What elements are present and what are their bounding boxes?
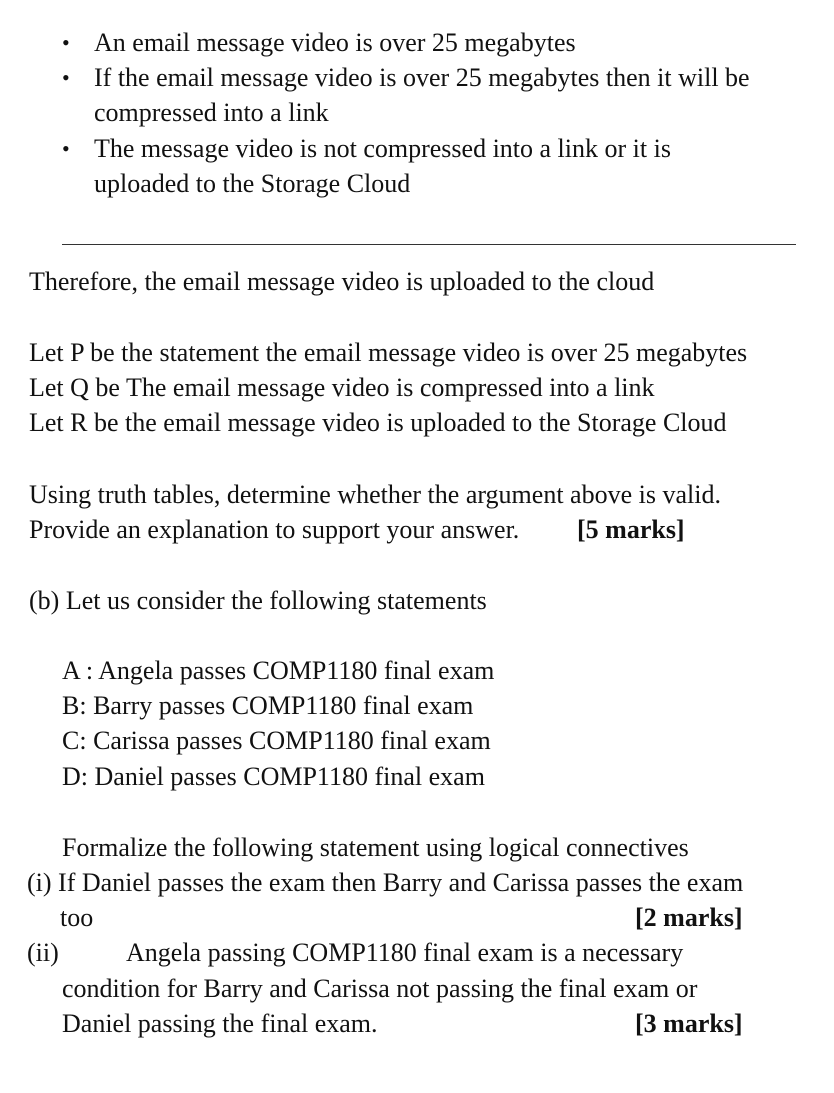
argument-divider (62, 244, 796, 245)
premise-2-text: If the email message video is over 25 megabytes then it will be (94, 63, 750, 92)
statement-c: C: Carissa passes COMP1180 final exam (62, 726, 491, 755)
bullet-icon: • (62, 136, 70, 161)
part-b-heading: (b) Let us consider the following statements (29, 586, 487, 615)
premise-2-text-cont: compressed into a link (94, 98, 329, 127)
statement-d: D: Daniel passes COMP1180 final exam (62, 762, 485, 791)
definition-p: Let P be the statement the email message video is over 25 megabytes (29, 338, 748, 367)
question-ii-label: (ii) (27, 938, 59, 967)
premise-3-text-cont: uploaded to the Storage Cloud (94, 169, 411, 198)
question-ii-line-1: Angela passing COMP1180 final exam is a necessary (126, 938, 684, 967)
statement-a: A : Angela passes COMP1180 final exam (62, 656, 495, 685)
task-line-2: Provide an explanation to support your answer. (29, 515, 520, 544)
formalize-instruction: Formalize the following statement using logical connectives (62, 833, 689, 862)
bullet-icon: • (62, 65, 70, 90)
definition-r: Let R be the email message video is uploaded to the Storage Cloud (29, 408, 727, 437)
premise-1-text: An email message video is over 25 megabytes (94, 28, 576, 57)
definition-q: Let Q be The email message video is compressed into a link (29, 373, 655, 402)
question-i-line-2: too (60, 903, 94, 932)
task-line-1: Using truth tables, determine whether the argument above is valid. (29, 480, 721, 509)
bullet-icon: • (62, 30, 70, 55)
question-i-marks: [2 marks] (635, 903, 743, 932)
question-ii-marks: [3 marks] (635, 1009, 743, 1038)
premise-3-text: The message video is not compressed into a link or it is (94, 134, 671, 163)
task-marks: [5 marks] (577, 515, 685, 544)
question-i-line-1: (i) If Daniel passes the exam then Barry and Carissa passes the exam (27, 868, 744, 897)
statement-b: B: Barry passes COMP1180 final exam (62, 691, 474, 720)
question-ii-line-3: Daniel passing the final exam. (62, 1009, 378, 1038)
question-ii-line-2: condition for Barry and Carissa not passing the final exam or (62, 974, 698, 1003)
conclusion-text: Therefore, the email message video is uploaded to the cloud (29, 267, 655, 296)
